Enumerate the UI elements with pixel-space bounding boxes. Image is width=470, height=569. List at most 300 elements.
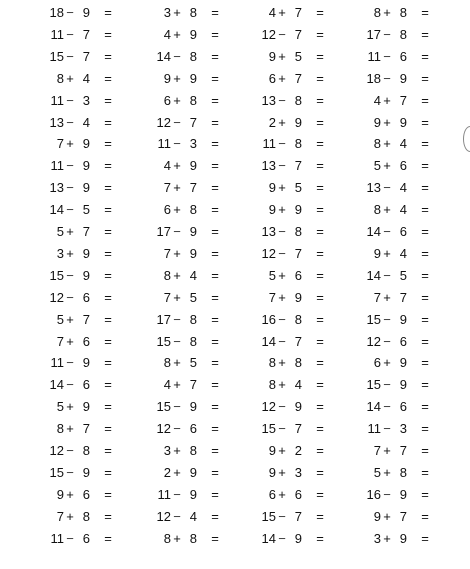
operator: − bbox=[278, 92, 286, 108]
problem-row bbox=[44, 70, 124, 88]
problem-row bbox=[256, 333, 336, 351]
operand-a: 9 bbox=[268, 180, 276, 196]
operand-a: 12 bbox=[261, 245, 276, 261]
equals-sign: = bbox=[211, 114, 219, 130]
problem-row bbox=[44, 48, 124, 66]
operand-b: 8 bbox=[189, 48, 197, 64]
equals-sign: = bbox=[316, 180, 324, 196]
operand-a: 11 bbox=[367, 421, 381, 437]
equals-sign: = bbox=[211, 333, 219, 349]
operand-a: 5 bbox=[56, 311, 64, 327]
equals-sign: = bbox=[211, 26, 219, 42]
operand-b: 9 bbox=[82, 158, 90, 174]
operand-a: 6 bbox=[163, 92, 171, 108]
problem-row bbox=[151, 267, 231, 285]
operator: + bbox=[383, 114, 391, 130]
problem-row bbox=[44, 398, 124, 416]
problem-row bbox=[151, 92, 231, 110]
operator: − bbox=[278, 508, 286, 524]
operand-b: 9 bbox=[294, 202, 302, 218]
equals-sign: = bbox=[421, 245, 429, 261]
operand-b: 6 bbox=[294, 267, 302, 283]
problem-row bbox=[361, 70, 441, 88]
operand-b: 9 bbox=[82, 267, 90, 283]
equals-sign: = bbox=[211, 224, 219, 239]
operand-a: 15 bbox=[261, 421, 276, 437]
equals-sign: = bbox=[104, 355, 112, 371]
problem-row bbox=[151, 354, 231, 372]
operator: + bbox=[278, 267, 286, 283]
operator: + bbox=[173, 355, 181, 371]
operator: − bbox=[173, 224, 181, 239]
operator: + bbox=[173, 70, 181, 86]
problem-row bbox=[361, 398, 441, 416]
operand-b: 9 bbox=[294, 114, 302, 130]
operator: − bbox=[66, 202, 74, 218]
problem-row bbox=[361, 464, 441, 482]
operator: + bbox=[66, 421, 74, 437]
operand-b: 7 bbox=[294, 245, 302, 261]
operator: + bbox=[383, 5, 391, 20]
operator: + bbox=[173, 530, 181, 546]
operator: − bbox=[383, 224, 391, 239]
operand-a: 4 bbox=[373, 92, 381, 108]
operand-a: 16 bbox=[261, 311, 276, 327]
operator: − bbox=[173, 508, 181, 524]
operator: + bbox=[173, 289, 181, 305]
equals-sign: = bbox=[211, 355, 219, 371]
equals-sign: = bbox=[104, 5, 112, 20]
operand-b: 4 bbox=[294, 377, 302, 393]
operand-b: 6 bbox=[399, 158, 407, 174]
operand-b: 4 bbox=[82, 114, 90, 130]
operand-b: 8 bbox=[189, 5, 197, 20]
problem-row bbox=[256, 201, 336, 219]
operator: + bbox=[66, 333, 74, 349]
operator: + bbox=[278, 377, 286, 393]
problem-row bbox=[44, 311, 124, 329]
equals-sign: = bbox=[104, 202, 112, 218]
problem-row bbox=[151, 486, 231, 504]
problem-row bbox=[256, 114, 336, 132]
operator: − bbox=[173, 48, 181, 64]
operator: + bbox=[66, 311, 74, 327]
operator: + bbox=[173, 443, 181, 458]
problem-row bbox=[361, 135, 441, 153]
operator: − bbox=[173, 136, 181, 152]
operand-a: 6 bbox=[373, 355, 381, 371]
problem-row bbox=[151, 135, 231, 153]
operator: + bbox=[66, 70, 74, 86]
operator: + bbox=[278, 180, 286, 196]
operand-a: 11 bbox=[50, 355, 64, 371]
problem-row bbox=[361, 376, 441, 394]
operand-a: 8 bbox=[373, 136, 381, 152]
equals-sign: = bbox=[316, 464, 324, 480]
operator: − bbox=[66, 180, 74, 196]
operator: + bbox=[383, 158, 391, 174]
operand-b: 5 bbox=[189, 289, 197, 305]
operator: − bbox=[173, 333, 181, 349]
operand-a: 14 bbox=[366, 267, 381, 283]
operator: − bbox=[66, 267, 74, 283]
operand-a: 7 bbox=[163, 289, 171, 305]
equals-sign: = bbox=[211, 158, 219, 174]
equals-sign: = bbox=[104, 136, 112, 152]
problem-row bbox=[256, 70, 336, 88]
equals-sign: = bbox=[104, 158, 112, 174]
operand-a: 12 bbox=[49, 289, 64, 305]
operand-b: 6 bbox=[294, 486, 302, 502]
operand-a: 9 bbox=[268, 443, 276, 458]
equals-sign: = bbox=[104, 26, 112, 42]
equals-sign: = bbox=[421, 202, 429, 218]
operator: − bbox=[173, 311, 181, 327]
operand-b: 9 bbox=[82, 399, 90, 415]
equals-sign: = bbox=[421, 530, 429, 546]
operator: + bbox=[173, 5, 181, 20]
operator: − bbox=[173, 421, 181, 437]
operand-a: 13 bbox=[261, 224, 276, 239]
operator: + bbox=[383, 245, 391, 261]
equals-sign: = bbox=[421, 399, 429, 415]
operand-a: 5 bbox=[373, 464, 381, 480]
equals-sign: = bbox=[104, 486, 112, 502]
operand-a: 6 bbox=[268, 70, 276, 86]
equals-sign: = bbox=[104, 70, 112, 86]
operator: + bbox=[173, 158, 181, 174]
equals-sign: = bbox=[316, 486, 324, 502]
operand-b: 3 bbox=[294, 464, 302, 480]
equals-sign: = bbox=[421, 70, 429, 86]
operand-a: 9 bbox=[163, 70, 171, 86]
problem-row bbox=[44, 376, 124, 394]
equals-sign: = bbox=[104, 421, 112, 437]
problem-row bbox=[256, 157, 336, 175]
equals-sign: = bbox=[104, 377, 112, 393]
equals-sign: = bbox=[421, 421, 429, 437]
problem-row bbox=[256, 311, 336, 329]
operand-a: 13 bbox=[49, 180, 64, 196]
operand-a: 4 bbox=[163, 158, 171, 174]
equals-sign: = bbox=[104, 333, 112, 349]
operator: + bbox=[278, 5, 286, 20]
equals-sign: = bbox=[421, 267, 429, 283]
equals-sign: = bbox=[211, 267, 219, 283]
problem-row bbox=[151, 157, 231, 175]
operand-a: 8 bbox=[268, 355, 276, 371]
operand-b: 4 bbox=[82, 70, 90, 86]
operand-b: 4 bbox=[399, 180, 407, 196]
equals-sign: = bbox=[211, 202, 219, 218]
problem-row bbox=[44, 201, 124, 219]
operand-a: 11 bbox=[157, 136, 171, 152]
operator: − bbox=[66, 355, 74, 371]
problem-row bbox=[361, 48, 441, 66]
operand-a: 7 bbox=[268, 289, 276, 305]
operator: + bbox=[173, 377, 181, 393]
problem-row bbox=[361, 4, 441, 22]
operand-a: 13 bbox=[261, 158, 276, 174]
operator: − bbox=[173, 399, 181, 415]
operand-a: 17 bbox=[156, 224, 171, 239]
operand-b: 8 bbox=[294, 224, 302, 239]
operand-b: 6 bbox=[189, 421, 197, 437]
equals-sign: = bbox=[104, 114, 112, 130]
operand-b: 6 bbox=[399, 333, 407, 349]
equals-sign: = bbox=[316, 202, 324, 218]
operand-b: 7 bbox=[399, 443, 407, 458]
equals-sign: = bbox=[421, 289, 429, 305]
operand-a: 12 bbox=[156, 114, 171, 130]
operand-b: 5 bbox=[294, 48, 302, 64]
problem-row bbox=[256, 442, 336, 460]
operand-b: 6 bbox=[82, 530, 90, 546]
problem-row bbox=[44, 530, 124, 548]
problem-row bbox=[361, 223, 441, 241]
operator: − bbox=[66, 26, 74, 42]
problem-row bbox=[44, 245, 124, 263]
operand-b: 9 bbox=[82, 5, 90, 20]
operand-a: 5 bbox=[56, 399, 64, 415]
problem-row bbox=[151, 508, 231, 526]
operand-a: 11 bbox=[367, 48, 381, 64]
operand-b: 8 bbox=[189, 92, 197, 108]
operator: − bbox=[383, 377, 391, 393]
operand-a: 4 bbox=[163, 26, 171, 42]
operator: + bbox=[383, 202, 391, 218]
operator: + bbox=[66, 136, 74, 152]
operator: − bbox=[383, 399, 391, 415]
operand-a: 15 bbox=[156, 333, 171, 349]
operator: − bbox=[383, 26, 391, 42]
equals-sign: = bbox=[211, 421, 219, 437]
problem-row bbox=[361, 92, 441, 110]
operand-b: 7 bbox=[294, 5, 302, 20]
operator: + bbox=[278, 202, 286, 218]
operand-b: 9 bbox=[399, 311, 407, 327]
operand-b: 7 bbox=[189, 114, 197, 130]
operator: − bbox=[383, 180, 391, 196]
problem-row bbox=[256, 354, 336, 372]
operator: − bbox=[383, 333, 391, 349]
operand-a: 8 bbox=[163, 355, 171, 371]
operator: + bbox=[173, 267, 181, 283]
operand-a: 13 bbox=[261, 92, 276, 108]
equals-sign: = bbox=[316, 224, 324, 239]
operator: − bbox=[278, 158, 286, 174]
operand-b: 8 bbox=[294, 136, 302, 152]
operand-a: 7 bbox=[373, 289, 381, 305]
problem-row bbox=[256, 223, 336, 241]
operand-b: 5 bbox=[82, 202, 90, 218]
equals-sign: = bbox=[316, 114, 324, 130]
operand-a: 15 bbox=[49, 48, 64, 64]
problem-row bbox=[361, 508, 441, 526]
operator: + bbox=[66, 224, 74, 239]
equals-sign: = bbox=[316, 158, 324, 174]
page-edge-mark bbox=[463, 126, 470, 152]
operand-a: 14 bbox=[49, 377, 64, 393]
equals-sign: = bbox=[104, 224, 112, 239]
equals-sign: = bbox=[421, 311, 429, 327]
operator: − bbox=[383, 311, 391, 327]
operand-a: 9 bbox=[268, 202, 276, 218]
operand-b: 4 bbox=[189, 508, 197, 524]
equals-sign: = bbox=[421, 464, 429, 480]
operator: + bbox=[66, 399, 74, 415]
equals-sign: = bbox=[316, 5, 324, 20]
equals-sign: = bbox=[211, 508, 219, 524]
operand-a: 13 bbox=[366, 180, 381, 196]
problem-row bbox=[361, 333, 441, 351]
equals-sign: = bbox=[421, 486, 429, 502]
equals-sign: = bbox=[316, 333, 324, 349]
problem-row bbox=[361, 311, 441, 329]
operand-b: 7 bbox=[294, 158, 302, 174]
operand-a: 6 bbox=[268, 486, 276, 502]
problem-row bbox=[151, 311, 231, 329]
equals-sign: = bbox=[316, 355, 324, 371]
operand-b: 9 bbox=[82, 180, 90, 196]
operand-a: 3 bbox=[163, 5, 171, 20]
operand-a: 8 bbox=[56, 70, 64, 86]
operand-a: 18 bbox=[49, 5, 64, 20]
operand-a: 15 bbox=[49, 464, 64, 480]
problem-row bbox=[151, 245, 231, 263]
operand-b: 6 bbox=[82, 377, 90, 393]
problem-row bbox=[44, 486, 124, 504]
operand-a: 5 bbox=[373, 158, 381, 174]
operand-a: 11 bbox=[50, 530, 64, 546]
equals-sign: = bbox=[211, 399, 219, 415]
operand-b: 7 bbox=[82, 421, 90, 437]
operand-b: 8 bbox=[189, 202, 197, 218]
operand-a: 12 bbox=[156, 508, 171, 524]
equals-sign: = bbox=[316, 530, 324, 546]
operand-b: 5 bbox=[294, 180, 302, 196]
operator: − bbox=[66, 530, 74, 546]
equals-sign: = bbox=[316, 443, 324, 458]
operand-b: 8 bbox=[82, 508, 90, 524]
equals-sign: = bbox=[316, 26, 324, 42]
operator: − bbox=[66, 158, 74, 174]
operand-b: 9 bbox=[189, 486, 197, 502]
operand-a: 2 bbox=[268, 114, 276, 130]
equals-sign: = bbox=[104, 443, 112, 458]
equals-sign: = bbox=[421, 508, 429, 524]
operand-b: 7 bbox=[399, 289, 407, 305]
operand-b: 7 bbox=[189, 180, 197, 196]
problem-row bbox=[151, 179, 231, 197]
operator: + bbox=[173, 26, 181, 42]
operand-b: 9 bbox=[189, 464, 197, 480]
equals-sign: = bbox=[211, 377, 219, 393]
operand-b: 7 bbox=[294, 333, 302, 349]
operand-a: 15 bbox=[49, 267, 64, 283]
equals-sign: = bbox=[316, 377, 324, 393]
operand-b: 7 bbox=[294, 508, 302, 524]
equals-sign: = bbox=[316, 289, 324, 305]
operand-a: 7 bbox=[163, 245, 171, 261]
operator: + bbox=[278, 114, 286, 130]
operand-a: 15 bbox=[261, 508, 276, 524]
operand-a: 17 bbox=[366, 26, 381, 42]
operand-a: 18 bbox=[366, 70, 381, 86]
problem-row bbox=[151, 70, 231, 88]
equals-sign: = bbox=[421, 26, 429, 42]
operator: + bbox=[173, 245, 181, 261]
operand-b: 9 bbox=[294, 289, 302, 305]
operator: + bbox=[383, 289, 391, 305]
equals-sign: = bbox=[316, 311, 324, 327]
operand-b: 7 bbox=[189, 377, 197, 393]
equals-sign: = bbox=[104, 48, 112, 64]
operand-a: 13 bbox=[49, 114, 64, 130]
operator: − bbox=[66, 114, 74, 130]
operator: + bbox=[383, 136, 391, 152]
operator: + bbox=[66, 245, 74, 261]
problem-row bbox=[361, 530, 441, 548]
operand-b: 9 bbox=[82, 245, 90, 261]
problem-row bbox=[44, 289, 124, 307]
operator: − bbox=[66, 377, 74, 393]
operand-b: 7 bbox=[82, 311, 90, 327]
equals-sign: = bbox=[316, 508, 324, 524]
operand-a: 2 bbox=[163, 464, 171, 480]
operator: − bbox=[383, 421, 391, 437]
operand-b: 2 bbox=[294, 443, 302, 458]
equals-sign: = bbox=[104, 245, 112, 261]
operand-b: 9 bbox=[399, 70, 407, 86]
problem-row bbox=[44, 223, 124, 241]
operand-a: 12 bbox=[261, 399, 276, 415]
equals-sign: = bbox=[421, 224, 429, 239]
operand-a: 5 bbox=[56, 224, 64, 239]
problem-row bbox=[361, 114, 441, 132]
problem-row bbox=[151, 289, 231, 307]
equals-sign: = bbox=[211, 486, 219, 502]
operand-a: 8 bbox=[373, 202, 381, 218]
operand-b: 9 bbox=[294, 399, 302, 415]
equals-sign: = bbox=[211, 92, 219, 108]
problem-row bbox=[44, 508, 124, 526]
operand-a: 9 bbox=[268, 48, 276, 64]
problem-row bbox=[256, 508, 336, 526]
problem-row bbox=[361, 245, 441, 263]
equals-sign: = bbox=[104, 508, 112, 524]
equals-sign: = bbox=[211, 245, 219, 261]
operand-b: 9 bbox=[189, 158, 197, 174]
operand-a: 8 bbox=[268, 377, 276, 393]
problem-row bbox=[44, 267, 124, 285]
operand-a: 12 bbox=[156, 421, 171, 437]
equals-sign: = bbox=[421, 377, 429, 393]
equals-sign: = bbox=[421, 180, 429, 196]
operand-a: 12 bbox=[261, 26, 276, 42]
operator: + bbox=[383, 464, 391, 480]
problem-row bbox=[44, 26, 124, 44]
operand-b: 6 bbox=[82, 486, 90, 502]
operator: − bbox=[278, 224, 286, 239]
operand-b: 9 bbox=[82, 464, 90, 480]
operator: − bbox=[66, 48, 74, 64]
problem-row bbox=[151, 530, 231, 548]
operand-b: 8 bbox=[294, 311, 302, 327]
operator: − bbox=[66, 464, 74, 480]
operator: − bbox=[278, 333, 286, 349]
operand-a: 14 bbox=[49, 202, 64, 218]
